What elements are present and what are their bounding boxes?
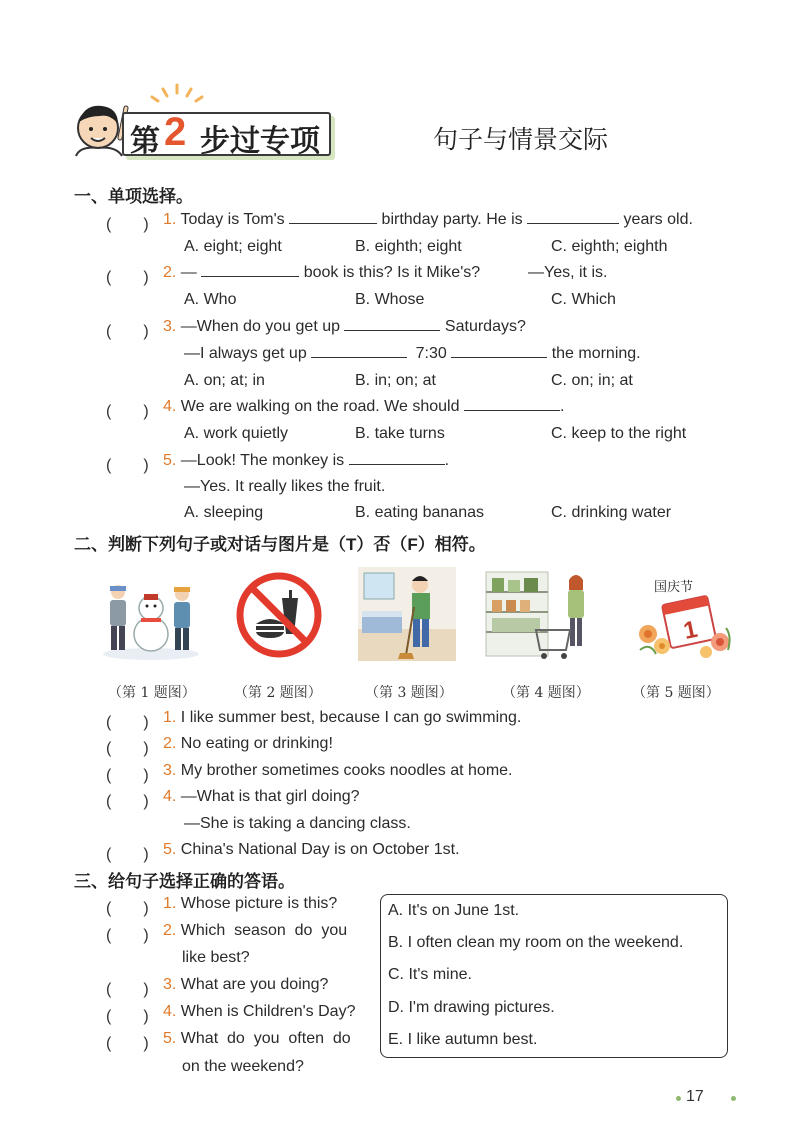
match-question-2-line2: like best? bbox=[182, 949, 250, 966]
option-b: B. take turns bbox=[355, 425, 445, 442]
page-number: 17 bbox=[686, 1088, 704, 1105]
answer-paren[interactable]: ( ) bbox=[106, 740, 149, 757]
badge-number: 2 bbox=[164, 110, 187, 154]
question-5: 5. —Look! The monkey is . bbox=[163, 452, 450, 469]
match-question-5-line2: on the weekend? bbox=[182, 1058, 304, 1075]
question-5-line2: —Yes. It really likes the fruit. bbox=[184, 478, 386, 495]
question-2: 2. — book is this? Is it Mike's? bbox=[163, 264, 481, 281]
tf-question-3: 3. My brother sometimes cooks noodles at home. bbox=[163, 762, 513, 779]
answer-option-a: A. It's on June 1st. bbox=[388, 902, 520, 919]
badge-prefix: 第 bbox=[130, 125, 160, 158]
section1-heading: 一、单项选择。 bbox=[74, 187, 193, 206]
page-title: 句子与情景交际 bbox=[433, 126, 609, 154]
tf-question-4: 4. —What is that girl doing? bbox=[163, 788, 360, 805]
calendar-flowers-picture bbox=[636, 594, 734, 658]
svg-text:1: 1 bbox=[681, 615, 700, 645]
answer-paren[interactable]: ( ) bbox=[106, 1008, 149, 1025]
option-b: B. Whose bbox=[355, 291, 425, 308]
question-2-reply: —Yes, it is. bbox=[528, 264, 608, 281]
section3-heading: 三、给句子选择正确的答语。 bbox=[74, 872, 295, 891]
section2-heading: 二、判断下列句子或对话与图片是（T）否（F）相符。 bbox=[74, 535, 486, 554]
boy-sweeping-picture bbox=[358, 567, 456, 661]
answer-paren[interactable]: ( ) bbox=[106, 900, 149, 917]
option-a: A. on; at; in bbox=[184, 372, 265, 389]
option-a: A. Who bbox=[184, 291, 237, 308]
option-c: C. on; in; at bbox=[551, 372, 633, 389]
snowman-kids-picture bbox=[100, 570, 202, 660]
option-b: B. in; on; at bbox=[355, 372, 436, 389]
answer-option-d: D. I'm drawing pictures. bbox=[388, 999, 555, 1016]
answer-option-e: E. I like autumn best. bbox=[388, 1031, 538, 1048]
answer-paren[interactable]: ( ) bbox=[106, 323, 149, 340]
page-dot-left bbox=[676, 1096, 681, 1101]
option-c: C. drinking water bbox=[551, 504, 672, 521]
national-day-label: 国庆节 bbox=[654, 579, 694, 594]
figure-caption: （第 2 题图） bbox=[234, 685, 322, 701]
badge-label: 步过专项 bbox=[200, 125, 320, 158]
question-3: 3. —When do you get up Saturdays? bbox=[163, 318, 526, 335]
match-question-5: 5. What do you often do bbox=[163, 1030, 351, 1047]
question-1: 1. Today is Tom's birthday party. He is years old. bbox=[163, 211, 693, 228]
option-c: C. eighth; eighth bbox=[551, 238, 668, 255]
tf-question-4-line2: —She is taking a dancing class. bbox=[184, 815, 411, 832]
tf-question-2: 2. No eating or drinking! bbox=[163, 735, 333, 752]
answer-paren[interactable]: ( ) bbox=[106, 269, 149, 286]
option-a: A. work quietly bbox=[184, 425, 289, 442]
answer-paren[interactable]: ( ) bbox=[106, 1035, 149, 1052]
match-question-1: 1. Whose picture is this? bbox=[163, 895, 338, 912]
answer-paren[interactable]: ( ) bbox=[106, 714, 149, 731]
figure-caption: （第 4 题图） bbox=[502, 685, 590, 701]
answer-options-box bbox=[380, 894, 728, 1058]
figure-caption: （第 1 题图） bbox=[108, 685, 196, 701]
answer-paren[interactable]: ( ) bbox=[106, 846, 149, 863]
figure-caption: （第 5 题图） bbox=[632, 685, 720, 701]
answer-paren[interactable]: ( ) bbox=[106, 457, 149, 474]
answer-paren[interactable]: ( ) bbox=[106, 403, 149, 420]
option-c: C. keep to the right bbox=[551, 425, 687, 442]
answer-paren[interactable]: ( ) bbox=[106, 981, 149, 998]
answer-option-c: C. It's mine. bbox=[388, 966, 472, 983]
match-question-2: 2. Which season do you bbox=[163, 922, 348, 939]
option-a: A. eight; eight bbox=[184, 238, 282, 255]
question-3-line2: —I always get up 7:30 the morning. bbox=[184, 345, 641, 362]
answer-option-b: B. I often clean my room on the weekend. bbox=[388, 934, 684, 951]
option-c: C. Which bbox=[551, 291, 616, 308]
no-food-drink-sign bbox=[236, 572, 322, 658]
sun-rays-icon bbox=[146, 82, 208, 108]
match-question-3: 3. What are you doing? bbox=[163, 976, 329, 993]
answer-paren[interactable]: ( ) bbox=[106, 767, 149, 784]
supermarket-picture bbox=[484, 568, 596, 664]
page-dot-right bbox=[731, 1096, 736, 1101]
option-b: B. eating bananas bbox=[355, 504, 484, 521]
match-question-4: 4. When is Children's Day? bbox=[163, 1003, 356, 1020]
question-4: 4. We are walking on the road. We should . bbox=[163, 398, 565, 415]
figure-caption: （第 3 题图） bbox=[365, 685, 453, 701]
answer-paren[interactable]: ( ) bbox=[106, 216, 149, 233]
option-a: A. sleeping bbox=[184, 504, 264, 521]
lesson-badge bbox=[122, 112, 331, 156]
option-b: B. eighth; eight bbox=[355, 238, 462, 255]
tf-question-5: 5. China's National Day is on October 1st. bbox=[163, 841, 460, 858]
tf-question-1: 1. I like summer best, because I can go swimming. bbox=[163, 709, 522, 726]
answer-paren[interactable]: ( ) bbox=[106, 793, 149, 810]
answer-paren[interactable]: ( ) bbox=[106, 927, 149, 944]
